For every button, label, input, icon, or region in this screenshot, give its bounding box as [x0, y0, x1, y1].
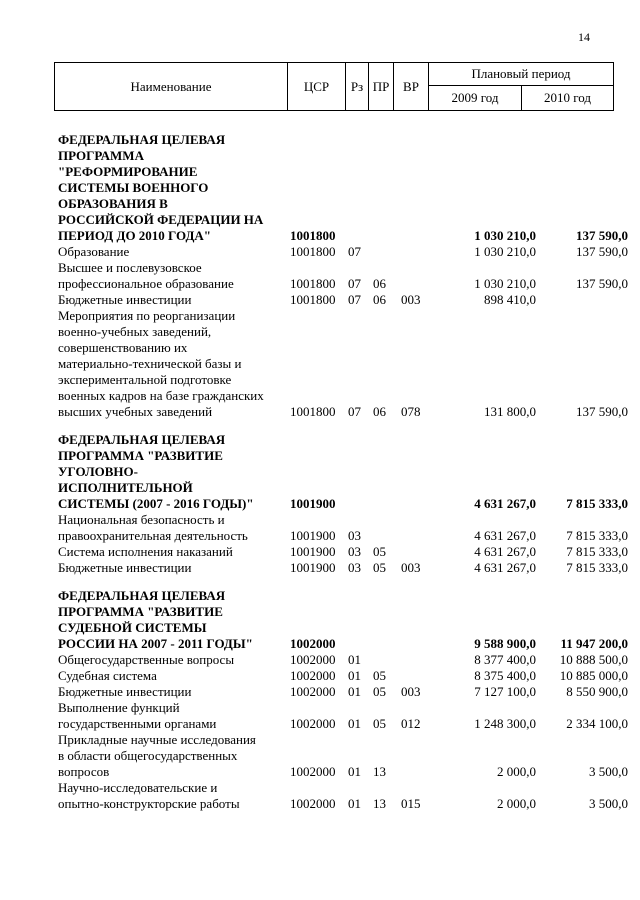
row-value-2009: 131 800,0 [484, 404, 536, 419]
row-name-line: Мероприятия по реорганизации [58, 308, 236, 323]
table-row [54, 544, 628, 560]
row-pr [373, 576, 401, 652]
row-rz: 01 [348, 652, 361, 667]
row-rz: 03 [348, 544, 361, 559]
row-vr [401, 652, 439, 668]
row-name-line: ФЕДЕРАЛЬНАЯ ЦЕЛЕВАЯ [58, 432, 226, 447]
row-rz: 01 [348, 668, 361, 683]
row-vr: 012 [401, 716, 421, 731]
row-rz: 03 [348, 560, 361, 575]
row-csr: 1002000 [290, 716, 336, 731]
row-value-2009: 8 377 400,0 [474, 652, 536, 667]
row-pr [373, 244, 401, 260]
row-pr: 05 [373, 544, 386, 559]
table-row [54, 560, 628, 576]
table-row [54, 780, 628, 812]
row-name-line: Прикладные научные исследования [58, 732, 256, 747]
program-row [54, 420, 628, 512]
row-csr: 1002000 [290, 668, 336, 683]
row-vr [401, 544, 439, 560]
row-vr [401, 512, 439, 544]
row-name [54, 544, 290, 560]
header-pr: ПР [369, 63, 394, 111]
row-vr [401, 576, 439, 652]
row-value-2010: 137 590,0 [576, 228, 628, 243]
row-value-2009: 1 030 210,0 [474, 228, 536, 243]
program-row [54, 120, 628, 244]
row-pr: 06 [373, 404, 386, 419]
row-name-line: вопросов [58, 764, 110, 779]
row-value-2010: 2 334 100,0 [566, 716, 628, 731]
row-pr: 06 [373, 292, 386, 307]
row-csr: 1001900 [290, 496, 336, 511]
row-name-line: военно-учебных заведений, [58, 324, 212, 339]
row-name-line: Образование [58, 244, 130, 259]
row-name-line: материально-технической базы и [58, 356, 242, 371]
row-value-2010: 137 590,0 [576, 244, 628, 259]
row-csr: 1001800 [290, 244, 336, 259]
row-name-line: УГОЛОВНО- [58, 464, 138, 479]
row-rz [348, 420, 373, 512]
row-value-2009: 8 375 400,0 [474, 668, 536, 683]
row-name-line: Высшее и послевузовское [58, 260, 202, 275]
row-csr: 1001800 [290, 276, 336, 291]
row-value-2010: 7 815 333,0 [566, 528, 628, 543]
row-name-line: экспериментальной подготовке [58, 372, 232, 387]
row-rz [348, 576, 373, 652]
row-name [54, 260, 290, 292]
row-name [54, 512, 290, 544]
row-rz: 01 [348, 716, 361, 731]
page-number: 14 [578, 30, 590, 44]
budget-table-body [54, 120, 628, 812]
row-name [54, 308, 290, 420]
row-name [54, 652, 290, 668]
table-row [54, 260, 628, 292]
row-rz: 07 [348, 244, 361, 259]
row-vr [401, 732, 439, 780]
row-name-line: профессиональное образование [58, 276, 234, 291]
row-name [54, 292, 290, 308]
row-pr [373, 512, 401, 544]
row-csr: 1001900 [290, 560, 336, 575]
row-vr: 003 [401, 560, 421, 575]
row-pr: 13 [373, 764, 386, 779]
row-csr: 1001800 [290, 228, 336, 243]
row-rz: 01 [348, 684, 361, 699]
row-vr: 003 [401, 684, 421, 699]
row-pr: 05 [373, 684, 386, 699]
row-vr [401, 668, 439, 684]
row-name-line: высших учебных заведений [58, 404, 213, 419]
row-value-2010: 8 550 900,0 [566, 684, 628, 699]
row-name [54, 684, 290, 700]
row-value-2009: 1 030 210,0 [474, 276, 536, 291]
row-value-2009: 1 030 210,0 [474, 244, 536, 259]
row-name-line: Общегосударственные вопросы [58, 652, 235, 667]
row-pr [373, 652, 401, 668]
row-vr: 003 [401, 292, 421, 307]
row-csr: 1001900 [290, 528, 336, 543]
row-value-2009: 898 410,0 [484, 292, 536, 307]
row-name-line: СИСТЕМЫ ВОЕННОГО [58, 180, 209, 195]
row-name-line: ПРОГРАММА "РАЗВИТИЕ [58, 448, 223, 463]
table-row [54, 512, 628, 544]
table-row [54, 684, 628, 700]
row-value-2010: 7 815 333,0 [566, 544, 628, 559]
row-rz: 01 [348, 796, 361, 811]
row-value-2009: 4 631 267,0 [474, 560, 536, 575]
row-value-2010: 137 590,0 [576, 404, 628, 419]
header-vr: ВР [394, 63, 429, 111]
row-csr: 1001800 [290, 404, 336, 419]
row-name-line: Национальная безопасность и [58, 512, 225, 527]
row-pr: 05 [373, 560, 386, 575]
budget-table [54, 120, 628, 812]
row-name-line: Система исполнения наказаний [58, 544, 233, 559]
row-name-line: ФЕДЕРАЛЬНАЯ ЦЕЛЕВАЯ [58, 132, 226, 147]
row-name-line: РОССИЙСКОЙ ФЕДЕРАЦИИ НА [58, 212, 264, 227]
row-name-line: Бюджетные инвестиции [58, 292, 192, 307]
row-vr [401, 244, 439, 260]
row-name-line: "РЕФОРМИРОВАНИЕ [58, 164, 198, 179]
row-name-line: СИСТЕМЫ (2007 - 2016 ГОДЫ)" [58, 496, 254, 511]
row-vr: 015 [401, 796, 421, 811]
row-pr: 05 [373, 716, 386, 731]
row-value-2009: 2 000,0 [497, 796, 536, 811]
row-vr [401, 120, 439, 244]
row-name-line: ИСПОЛНИТЕЛЬНОЙ [58, 480, 193, 495]
row-value-2009: 1 248 300,0 [474, 716, 536, 731]
program-row [54, 576, 628, 652]
row-name-line: ПРОГРАММА [58, 148, 144, 163]
row-value-2009: 2 000,0 [497, 764, 536, 779]
row-pr: 05 [373, 668, 386, 683]
row-vr [401, 260, 439, 292]
header-name: Наименование [55, 63, 288, 111]
row-value-2009: 4 631 267,0 [474, 496, 536, 511]
row-name [54, 560, 290, 576]
row-csr: 1001900 [290, 544, 336, 559]
row-value-2010: 7 815 333,0 [566, 560, 628, 575]
row-name-line: СУДЕБНОЙ СИСТЕМЫ [58, 620, 207, 635]
row-name-line: Бюджетные инвестиции [58, 560, 192, 575]
row-rz: 03 [348, 528, 361, 543]
row-value-2009: 4 631 267,0 [474, 544, 536, 559]
row-name-line: государственными органами [58, 716, 217, 731]
row-name [54, 576, 290, 652]
row-rz: 07 [348, 292, 361, 307]
table-header [54, 62, 614, 111]
row-value-2009: 7 127 100,0 [474, 684, 536, 699]
table-row [54, 652, 628, 668]
table-row [54, 668, 628, 684]
table-row [54, 244, 628, 260]
row-value-2010: 3 500,0 [589, 764, 628, 779]
row-name-line: правоохранительная деятельность [58, 528, 248, 543]
row-name-line: Бюджетные инвестиции [58, 684, 192, 699]
row-rz [348, 120, 373, 244]
row-rz: 07 [348, 404, 361, 419]
row-csr: 1002000 [290, 764, 336, 779]
row-value-2010: 11 947 200,0 [560, 636, 628, 651]
row-name-line: опытно-конструкторские работы [58, 796, 240, 811]
row-name-line: ПЕРИОД ДО 2010 ГОДА" [58, 228, 212, 243]
row-rz: 07 [348, 276, 361, 291]
row-name-line: Выполнение функций [58, 700, 180, 715]
row-name [54, 120, 290, 244]
row-pr [373, 120, 401, 244]
row-name [54, 668, 290, 684]
row-value-2009: 9 588 900,0 [474, 636, 536, 651]
row-csr: 1001800 [290, 292, 336, 307]
row-name-line: ОБРАЗОВАНИЯ В [58, 196, 168, 211]
table-row [54, 732, 628, 780]
row-name-line: в области общегосударственных [58, 748, 238, 763]
row-value-2010: 10 888 500,0 [559, 652, 628, 667]
row-name [54, 732, 290, 780]
row-csr: 1002000 [290, 652, 336, 667]
header-year-2010: 2010 год [522, 86, 614, 111]
row-name-line: военных кадров на базе гражданских [58, 388, 264, 403]
row-name-line: Научно-исследовательские и [58, 780, 218, 795]
row-vr [401, 420, 439, 512]
row-pr [373, 420, 401, 512]
row-name-line: ФЕДЕРАЛЬНАЯ ЦЕЛЕВАЯ [58, 588, 226, 603]
row-pr: 06 [373, 276, 386, 291]
row-pr: 13 [373, 796, 386, 811]
header-rz: Рз [346, 63, 369, 111]
row-name [54, 420, 290, 512]
table-row [54, 700, 628, 732]
header-year-2009: 2009 год [429, 86, 522, 111]
row-value-2010: 7 815 333,0 [566, 496, 628, 511]
row-rz: 01 [348, 764, 361, 779]
row-value-2010 [539, 292, 628, 308]
row-value-2009: 4 631 267,0 [474, 528, 536, 543]
row-value-2010: 10 885 000,0 [559, 668, 628, 683]
table-row [54, 308, 628, 420]
row-name [54, 700, 290, 732]
row-value-2010: 3 500,0 [589, 796, 628, 811]
row-name [54, 244, 290, 260]
row-name-line: Судебная система [58, 668, 157, 683]
row-name-line: ПРОГРАММА "РАЗВИТИЕ [58, 604, 223, 619]
row-name-line: совершенствованию их [58, 340, 188, 355]
row-csr: 1002000 [290, 796, 336, 811]
row-csr: 1002000 [290, 636, 336, 651]
row-name-line: РОССИИ НА 2007 - 2011 ГОДЫ" [58, 636, 253, 651]
header-csr: ЦСР [288, 63, 346, 111]
row-value-2010: 137 590,0 [576, 276, 628, 291]
row-name [54, 780, 290, 812]
row-csr: 1002000 [290, 684, 336, 699]
row-vr: 078 [401, 404, 421, 419]
header-period: Плановый период [429, 63, 614, 86]
table-row [54, 292, 628, 308]
